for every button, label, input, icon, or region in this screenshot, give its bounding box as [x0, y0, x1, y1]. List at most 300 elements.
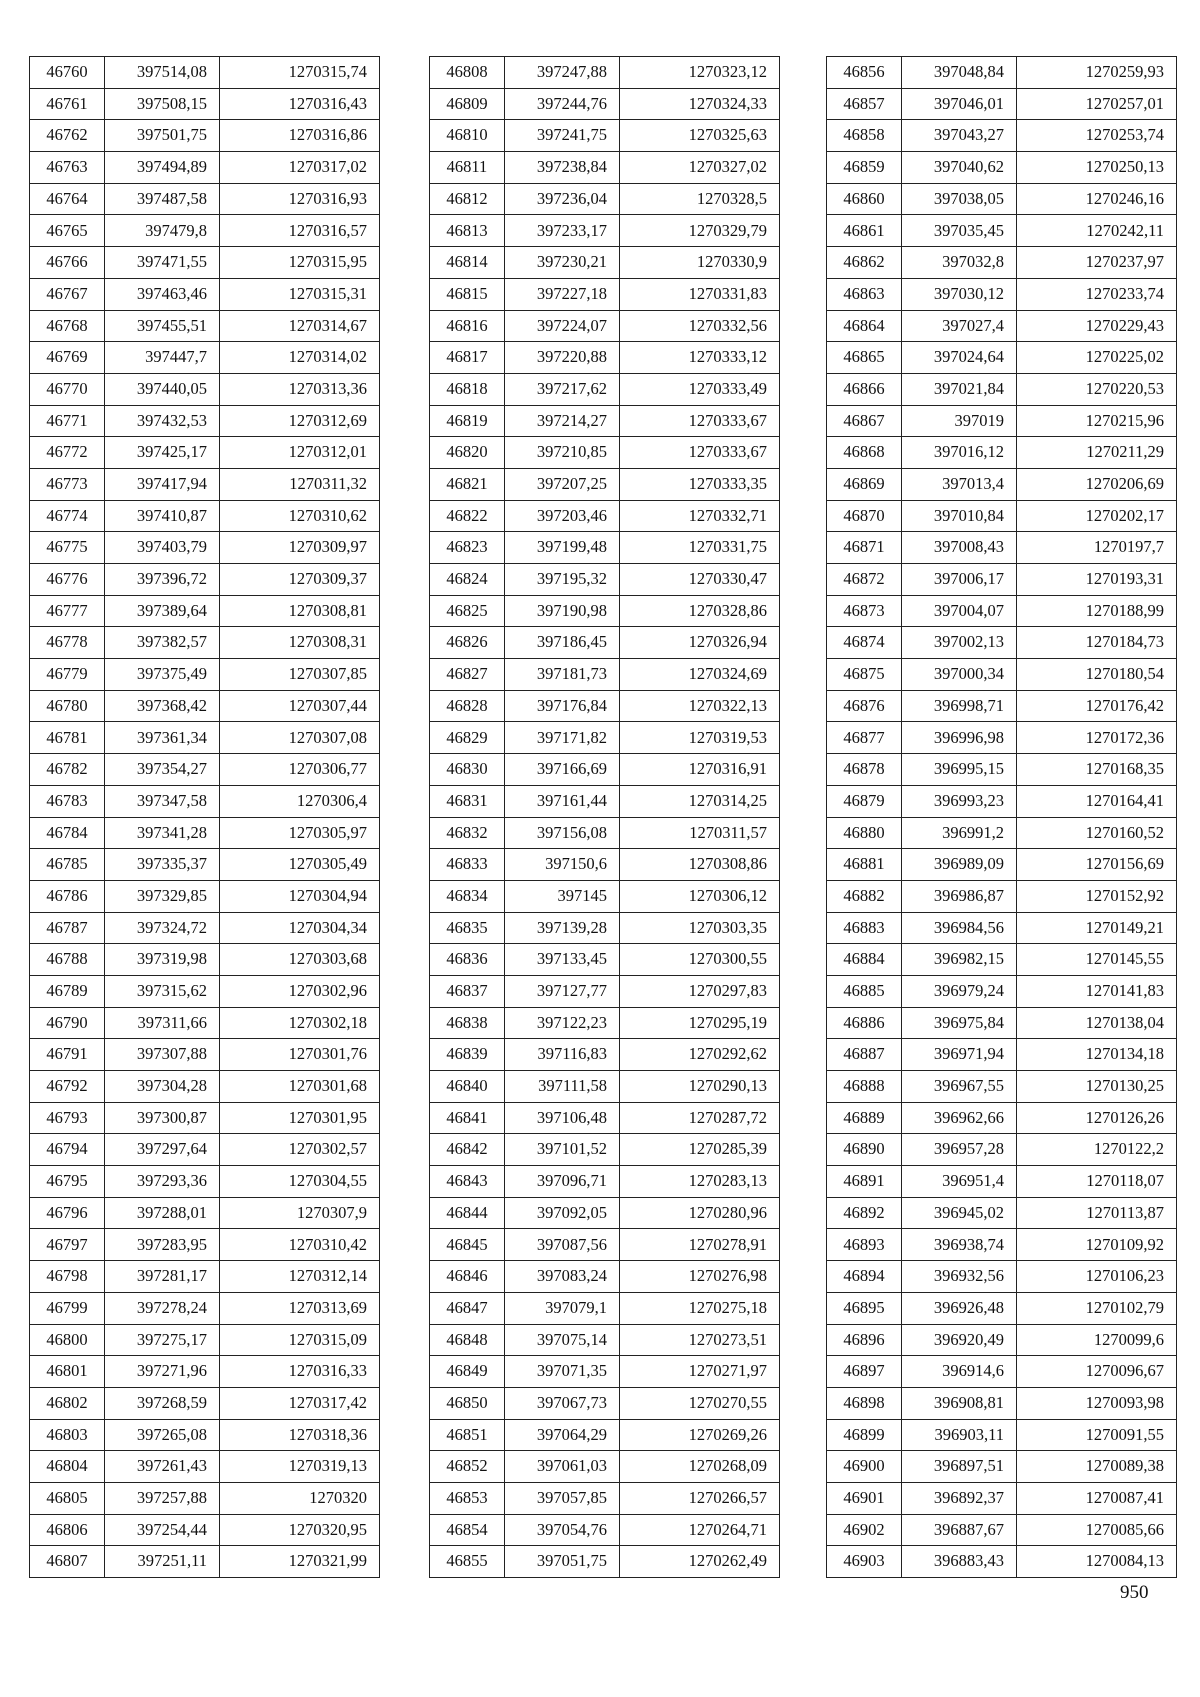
x-coordinate-cell: 397501,75	[105, 120, 220, 152]
y-coordinate-cell: 1270302,18	[220, 1007, 380, 1039]
x-coordinate-cell: 397514,08	[105, 57, 220, 89]
point-id-cell: 46772	[30, 437, 105, 469]
y-coordinate-cell: 1270324,33	[620, 88, 780, 120]
point-id-cell: 46885	[827, 975, 902, 1007]
table-row	[430, 1514, 780, 1546]
y-coordinate-cell: 1270093,98	[1017, 1387, 1177, 1419]
y-coordinate-cell: 1270327,02	[620, 152, 780, 184]
y-coordinate-cell: 1270259,93	[1017, 57, 1177, 89]
table-row	[827, 1356, 1177, 1388]
table-row	[430, 1324, 780, 1356]
x-coordinate-cell: 397241,75	[505, 120, 620, 152]
x-coordinate-cell: 397230,21	[505, 247, 620, 279]
point-id-cell: 46860	[827, 183, 902, 215]
point-id-cell: 46794	[30, 1134, 105, 1166]
x-coordinate-cell: 397171,82	[505, 722, 620, 754]
point-id-cell: 46866	[827, 373, 902, 405]
point-id-cell: 46768	[30, 310, 105, 342]
y-coordinate-cell: 1270307,44	[220, 690, 380, 722]
y-coordinate-cell: 1270184,73	[1017, 627, 1177, 659]
point-id-cell: 46803	[30, 1419, 105, 1451]
table-row	[30, 1482, 380, 1514]
y-coordinate-cell: 1270193,31	[1017, 564, 1177, 596]
point-id-cell: 46775	[30, 532, 105, 564]
table-row	[827, 1514, 1177, 1546]
point-id-cell: 46774	[30, 500, 105, 532]
table-row	[430, 690, 780, 722]
x-coordinate-cell: 397127,77	[505, 975, 620, 1007]
x-coordinate-cell: 396998,71	[902, 690, 1017, 722]
table-row	[827, 1007, 1177, 1039]
y-coordinate-cell: 1270295,19	[620, 1007, 780, 1039]
y-coordinate-cell: 1270313,69	[220, 1292, 380, 1324]
x-coordinate-cell: 396962,66	[902, 1102, 1017, 1134]
table-row	[30, 1451, 380, 1483]
y-coordinate-cell: 1270333,49	[620, 373, 780, 405]
x-coordinate-cell: 397024,64	[902, 342, 1017, 374]
point-id-cell: 46804	[30, 1451, 105, 1483]
x-coordinate-cell: 397150,6	[505, 849, 620, 881]
x-coordinate-cell: 397508,15	[105, 88, 220, 120]
x-coordinate-cell: 397281,17	[105, 1261, 220, 1293]
x-coordinate-cell: 397092,05	[505, 1197, 620, 1229]
point-id-cell: 46771	[30, 405, 105, 437]
table-row	[30, 1229, 380, 1261]
y-coordinate-cell: 1270211,29	[1017, 437, 1177, 469]
x-coordinate-cell: 397006,17	[902, 564, 1017, 596]
x-coordinate-cell: 397268,59	[105, 1387, 220, 1419]
point-id-cell: 46874	[827, 627, 902, 659]
table-row	[827, 152, 1177, 184]
x-coordinate-cell: 397010,84	[902, 500, 1017, 532]
x-coordinate-cell: 397368,42	[105, 690, 220, 722]
y-coordinate-cell: 1270310,42	[220, 1229, 380, 1261]
y-coordinate-cell: 1270329,79	[620, 215, 780, 247]
point-id-cell: 46813	[430, 215, 505, 247]
x-coordinate-cell: 397265,08	[105, 1419, 220, 1451]
x-coordinate-cell: 397004,07	[902, 595, 1017, 627]
point-id-cell: 46848	[430, 1324, 505, 1356]
x-coordinate-cell: 397261,43	[105, 1451, 220, 1483]
table-row	[430, 912, 780, 944]
point-id-cell: 46786	[30, 880, 105, 912]
y-coordinate-cell: 1270122,2	[1017, 1134, 1177, 1166]
table-row	[827, 500, 1177, 532]
y-coordinate-cell: 1270262,49	[620, 1546, 780, 1578]
y-coordinate-cell: 1270305,97	[220, 817, 380, 849]
y-coordinate-cell: 1270311,32	[220, 468, 380, 500]
point-id-cell: 46858	[827, 120, 902, 152]
point-id-cell: 46776	[30, 564, 105, 596]
x-coordinate-cell: 396995,15	[902, 754, 1017, 786]
table-row	[30, 152, 380, 184]
x-coordinate-cell: 397040,62	[902, 152, 1017, 184]
point-id-cell: 46833	[430, 849, 505, 881]
y-coordinate-cell: 1270316,91	[620, 754, 780, 786]
y-coordinate-cell: 1270304,94	[220, 880, 380, 912]
y-coordinate-cell: 1270242,11	[1017, 215, 1177, 247]
point-id-cell: 46853	[430, 1482, 505, 1514]
point-id-cell: 46851	[430, 1419, 505, 1451]
point-id-cell: 46891	[827, 1166, 902, 1198]
y-coordinate-cell: 1270310,62	[220, 500, 380, 532]
point-id-cell: 46871	[827, 532, 902, 564]
y-coordinate-cell: 1270278,91	[620, 1229, 780, 1261]
point-id-cell: 46798	[30, 1261, 105, 1293]
table-row	[827, 310, 1177, 342]
y-coordinate-cell: 1270180,54	[1017, 659, 1177, 691]
x-coordinate-cell: 397016,12	[902, 437, 1017, 469]
point-id-cell: 46790	[30, 1007, 105, 1039]
x-coordinate-cell: 396967,55	[902, 1071, 1017, 1103]
table-row	[30, 1387, 380, 1419]
y-coordinate-cell: 1270318,36	[220, 1419, 380, 1451]
y-coordinate-cell: 1270309,97	[220, 532, 380, 564]
point-id-cell: 46844	[430, 1197, 505, 1229]
table-row	[827, 1546, 1177, 1578]
table-row	[827, 595, 1177, 627]
y-coordinate-cell: 1270246,16	[1017, 183, 1177, 215]
x-coordinate-cell: 396945,02	[902, 1197, 1017, 1229]
y-coordinate-cell: 1270319,13	[220, 1451, 380, 1483]
x-coordinate-cell: 397471,55	[105, 247, 220, 279]
point-id-cell: 46847	[430, 1292, 505, 1324]
x-coordinate-cell: 396938,74	[902, 1229, 1017, 1261]
table-row	[827, 1039, 1177, 1071]
point-id-cell: 46763	[30, 152, 105, 184]
y-coordinate-cell: 1270302,57	[220, 1134, 380, 1166]
table-row	[827, 57, 1177, 89]
table-row	[430, 437, 780, 469]
y-coordinate-cell: 1270314,02	[220, 342, 380, 374]
table-row	[430, 1039, 780, 1071]
point-id-cell: 46856	[827, 57, 902, 89]
table-row	[430, 1451, 780, 1483]
y-coordinate-cell: 1270270,55	[620, 1387, 780, 1419]
table-row	[827, 1292, 1177, 1324]
y-coordinate-cell: 1270301,76	[220, 1039, 380, 1071]
table-row	[430, 1546, 780, 1578]
table-row	[430, 88, 780, 120]
y-coordinate-cell: 1270303,35	[620, 912, 780, 944]
y-coordinate-cell: 1270109,92	[1017, 1229, 1177, 1261]
y-coordinate-cell: 1270307,9	[220, 1197, 380, 1229]
table-row	[30, 912, 380, 944]
x-coordinate-cell: 397207,25	[505, 468, 620, 500]
table-row	[30, 1102, 380, 1134]
x-coordinate-cell: 397347,58	[105, 785, 220, 817]
table-row	[30, 373, 380, 405]
x-coordinate-cell: 396951,4	[902, 1166, 1017, 1198]
y-coordinate-cell: 1270304,55	[220, 1166, 380, 1198]
x-coordinate-cell: 397494,89	[105, 152, 220, 184]
coordinate-table-2	[429, 56, 780, 1578]
point-id-cell: 46857	[827, 88, 902, 120]
x-coordinate-cell: 397278,24	[105, 1292, 220, 1324]
table-row	[827, 659, 1177, 691]
point-id-cell: 46795	[30, 1166, 105, 1198]
x-coordinate-cell: 397021,84	[902, 373, 1017, 405]
table-row	[827, 215, 1177, 247]
y-coordinate-cell: 1270316,57	[220, 215, 380, 247]
y-coordinate-cell: 1270320,95	[220, 1514, 380, 1546]
y-coordinate-cell: 1270202,17	[1017, 500, 1177, 532]
x-coordinate-cell: 397311,66	[105, 1007, 220, 1039]
point-id-cell: 46828	[430, 690, 505, 722]
point-id-cell: 46880	[827, 817, 902, 849]
y-coordinate-cell: 1270264,71	[620, 1514, 780, 1546]
x-coordinate-cell: 397181,73	[505, 659, 620, 691]
table-row	[430, 849, 780, 881]
point-id-cell: 46781	[30, 722, 105, 754]
table-row	[30, 975, 380, 1007]
table-row	[430, 1356, 780, 1388]
y-coordinate-cell: 1270319,53	[620, 722, 780, 754]
y-coordinate-cell: 1270315,74	[220, 57, 380, 89]
point-id-cell: 46842	[430, 1134, 505, 1166]
table-row	[30, 1324, 380, 1356]
y-coordinate-cell: 1270305,49	[220, 849, 380, 881]
y-coordinate-cell: 1270304,34	[220, 912, 380, 944]
y-coordinate-cell: 1270266,57	[620, 1482, 780, 1514]
x-coordinate-cell: 397106,48	[505, 1102, 620, 1134]
x-coordinate-cell: 396908,81	[902, 1387, 1017, 1419]
point-id-cell: 46876	[827, 690, 902, 722]
y-coordinate-cell: 1270320	[220, 1482, 380, 1514]
point-id-cell: 46867	[827, 405, 902, 437]
point-id-cell: 46894	[827, 1261, 902, 1293]
x-coordinate-cell: 397217,62	[505, 373, 620, 405]
x-coordinate-cell: 397247,88	[505, 57, 620, 89]
point-id-cell: 46809	[430, 88, 505, 120]
table-row	[430, 310, 780, 342]
point-id-cell: 46854	[430, 1514, 505, 1546]
table-row	[430, 785, 780, 817]
x-coordinate-cell: 397000,34	[902, 659, 1017, 691]
x-coordinate-cell: 396975,84	[902, 1007, 1017, 1039]
y-coordinate-cell: 1270273,51	[620, 1324, 780, 1356]
table-row	[430, 944, 780, 976]
point-id-cell: 46840	[430, 1071, 505, 1103]
table-row	[430, 1261, 780, 1293]
x-coordinate-cell: 397057,85	[505, 1482, 620, 1514]
table-row	[430, 975, 780, 1007]
x-coordinate-cell: 397455,51	[105, 310, 220, 342]
y-coordinate-cell: 1270332,56	[620, 310, 780, 342]
y-coordinate-cell: 1270085,66	[1017, 1514, 1177, 1546]
table-row	[827, 278, 1177, 310]
x-coordinate-cell: 397220,88	[505, 342, 620, 374]
x-coordinate-cell: 396887,67	[902, 1514, 1017, 1546]
point-id-cell: 46784	[30, 817, 105, 849]
y-coordinate-cell: 1270333,12	[620, 342, 780, 374]
x-coordinate-cell: 397487,58	[105, 183, 220, 215]
table-row	[30, 278, 380, 310]
table-row	[30, 595, 380, 627]
x-coordinate-cell: 396957,28	[902, 1134, 1017, 1166]
y-coordinate-cell: 1270269,26	[620, 1419, 780, 1451]
y-coordinate-cell: 1270302,96	[220, 975, 380, 1007]
point-id-cell: 46816	[430, 310, 505, 342]
table-row	[827, 373, 1177, 405]
point-id-cell: 46877	[827, 722, 902, 754]
point-id-cell: 46797	[30, 1229, 105, 1261]
y-coordinate-cell: 1270229,43	[1017, 310, 1177, 342]
table-row	[30, 1197, 380, 1229]
table-row	[827, 1197, 1177, 1229]
point-id-cell: 46760	[30, 57, 105, 89]
x-coordinate-cell: 397403,79	[105, 532, 220, 564]
x-coordinate-cell: 397061,03	[505, 1451, 620, 1483]
x-coordinate-cell: 397447,7	[105, 342, 220, 374]
point-id-cell: 46839	[430, 1039, 505, 1071]
x-coordinate-cell: 396903,11	[902, 1419, 1017, 1451]
point-id-cell: 46787	[30, 912, 105, 944]
point-id-cell: 46884	[827, 944, 902, 976]
table-row	[827, 532, 1177, 564]
point-id-cell: 46898	[827, 1387, 902, 1419]
table-row	[430, 373, 780, 405]
table-row	[30, 342, 380, 374]
y-coordinate-cell: 1270315,09	[220, 1324, 380, 1356]
table-row	[30, 1514, 380, 1546]
y-coordinate-cell: 1270333,35	[620, 468, 780, 500]
x-coordinate-cell: 397139,28	[505, 912, 620, 944]
point-id-cell: 46901	[827, 1482, 902, 1514]
point-id-cell: 46820	[430, 437, 505, 469]
y-coordinate-cell: 1270220,53	[1017, 373, 1177, 405]
table-row	[827, 468, 1177, 500]
x-coordinate-cell: 397244,76	[505, 88, 620, 120]
x-coordinate-cell: 396993,23	[902, 785, 1017, 817]
point-id-cell: 46767	[30, 278, 105, 310]
x-coordinate-cell: 396996,98	[902, 722, 1017, 754]
table-row	[30, 1356, 380, 1388]
x-coordinate-cell: 397233,17	[505, 215, 620, 247]
point-id-cell: 46762	[30, 120, 105, 152]
table-row	[30, 215, 380, 247]
table-row	[827, 120, 1177, 152]
table-row	[30, 437, 380, 469]
y-coordinate-cell: 1270316,93	[220, 183, 380, 215]
x-coordinate-cell: 397288,01	[105, 1197, 220, 1229]
y-coordinate-cell: 1270308,86	[620, 849, 780, 881]
table-row	[30, 1261, 380, 1293]
table-row	[827, 690, 1177, 722]
point-id-cell: 46846	[430, 1261, 505, 1293]
y-coordinate-cell: 1270275,18	[620, 1292, 780, 1324]
x-coordinate-cell: 396920,49	[902, 1324, 1017, 1356]
x-coordinate-cell: 397238,84	[505, 152, 620, 184]
point-id-cell: 46868	[827, 437, 902, 469]
y-coordinate-cell: 1270301,95	[220, 1102, 380, 1134]
table-row	[827, 1229, 1177, 1261]
y-coordinate-cell: 1270321,99	[220, 1546, 380, 1578]
table-row	[430, 817, 780, 849]
x-coordinate-cell: 397075,14	[505, 1324, 620, 1356]
x-coordinate-cell: 397354,27	[105, 754, 220, 786]
table-row	[827, 1482, 1177, 1514]
point-id-cell: 46769	[30, 342, 105, 374]
point-id-cell: 46838	[430, 1007, 505, 1039]
y-coordinate-cell: 1270316,43	[220, 88, 380, 120]
x-coordinate-cell: 397176,84	[505, 690, 620, 722]
x-coordinate-cell: 397101,52	[505, 1134, 620, 1166]
x-coordinate-cell: 397190,98	[505, 595, 620, 627]
x-coordinate-cell: 397479,8	[105, 215, 220, 247]
x-coordinate-cell: 397283,95	[105, 1229, 220, 1261]
table-row	[430, 1419, 780, 1451]
table-row	[30, 785, 380, 817]
point-id-cell: 46903	[827, 1546, 902, 1578]
point-id-cell: 46791	[30, 1039, 105, 1071]
table-row	[430, 564, 780, 596]
point-id-cell: 46830	[430, 754, 505, 786]
table-row	[430, 183, 780, 215]
point-id-cell: 46886	[827, 1007, 902, 1039]
y-coordinate-cell: 1270268,09	[620, 1451, 780, 1483]
table-row	[430, 1387, 780, 1419]
point-id-cell: 46793	[30, 1102, 105, 1134]
point-id-cell: 46889	[827, 1102, 902, 1134]
x-coordinate-cell: 397425,17	[105, 437, 220, 469]
y-coordinate-cell: 1270292,62	[620, 1039, 780, 1071]
point-id-cell: 46807	[30, 1546, 105, 1578]
y-coordinate-cell: 1270271,97	[620, 1356, 780, 1388]
point-id-cell: 46812	[430, 183, 505, 215]
y-coordinate-cell: 1270276,98	[620, 1261, 780, 1293]
y-coordinate-cell: 1270303,68	[220, 944, 380, 976]
x-coordinate-cell: 397019	[902, 405, 1017, 437]
point-id-cell: 46806	[30, 1514, 105, 1546]
x-coordinate-cell: 396932,56	[902, 1261, 1017, 1293]
x-coordinate-cell: 397361,34	[105, 722, 220, 754]
point-id-cell: 46896	[827, 1324, 902, 1356]
y-coordinate-cell: 1270164,41	[1017, 785, 1177, 817]
table-row	[430, 1482, 780, 1514]
point-id-cell: 46865	[827, 342, 902, 374]
y-coordinate-cell: 1270306,77	[220, 754, 380, 786]
y-coordinate-cell: 1270316,86	[220, 120, 380, 152]
point-id-cell: 46792	[30, 1071, 105, 1103]
y-coordinate-cell: 1270307,08	[220, 722, 380, 754]
y-coordinate-cell: 1270096,67	[1017, 1356, 1177, 1388]
y-coordinate-cell: 1270312,01	[220, 437, 380, 469]
y-coordinate-cell: 1270134,18	[1017, 1039, 1177, 1071]
table-row	[30, 1419, 380, 1451]
x-coordinate-cell: 397067,73	[505, 1387, 620, 1419]
x-coordinate-cell: 397203,46	[505, 500, 620, 532]
table-row	[827, 1166, 1177, 1198]
x-coordinate-cell: 397224,07	[505, 310, 620, 342]
table-row	[430, 57, 780, 89]
y-coordinate-cell: 1270306,4	[220, 785, 380, 817]
table-row	[827, 564, 1177, 596]
y-coordinate-cell: 1270126,26	[1017, 1102, 1177, 1134]
y-coordinate-cell: 1270188,99	[1017, 595, 1177, 627]
point-id-cell: 46900	[827, 1451, 902, 1483]
page-number: 950	[1120, 1582, 1149, 1603]
table-row	[30, 722, 380, 754]
table-row	[430, 880, 780, 912]
y-coordinate-cell: 1270285,39	[620, 1134, 780, 1166]
table-row	[827, 1451, 1177, 1483]
point-id-cell: 46893	[827, 1229, 902, 1261]
table-row	[30, 1007, 380, 1039]
point-id-cell: 46872	[827, 564, 902, 596]
x-coordinate-cell: 397054,76	[505, 1514, 620, 1546]
x-coordinate-cell: 397304,28	[105, 1071, 220, 1103]
